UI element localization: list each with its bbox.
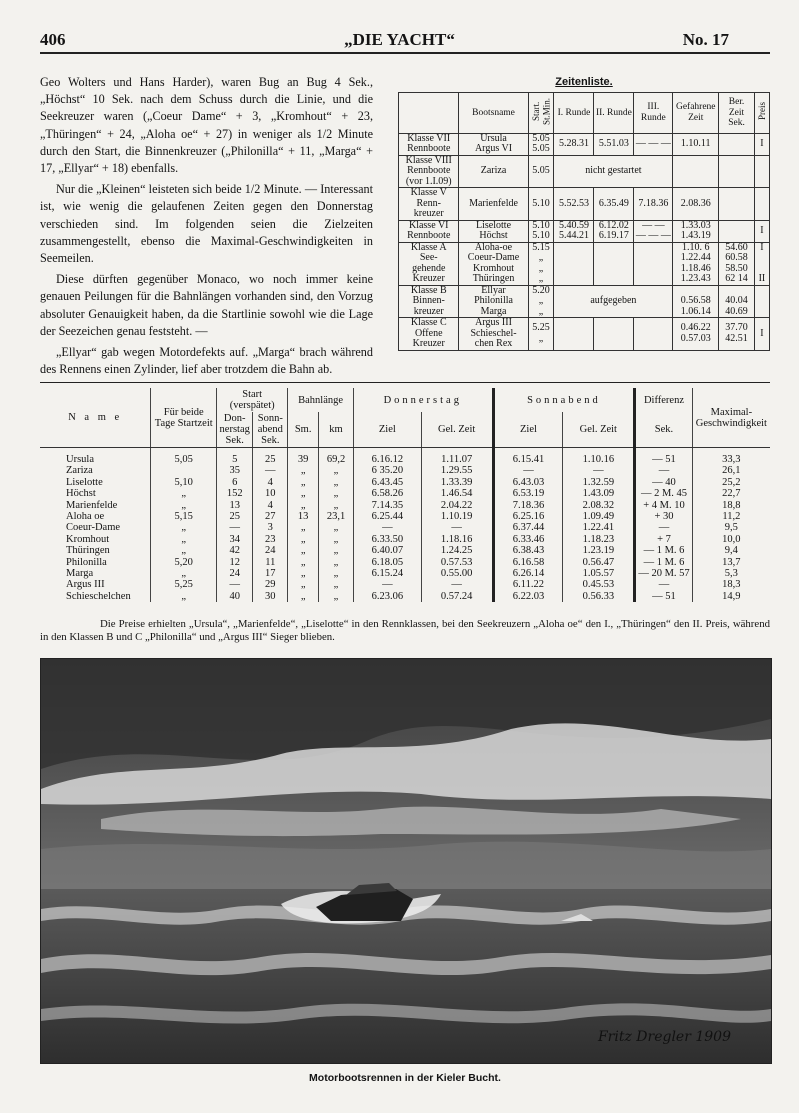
table-cell: — (217, 579, 253, 590)
zeitenliste-cell: 40.04 40.69 (719, 285, 755, 318)
zeitenliste-cell: I (754, 133, 769, 155)
zeitenliste-cell: I (754, 220, 769, 242)
zeitenliste-cell: 1.33.03 1.43.19 (673, 220, 719, 242)
table-cell: 23 (253, 534, 288, 545)
table-cell: „ (319, 545, 354, 556)
table-cell: — (353, 522, 421, 533)
table-row (40, 591, 770, 602)
zeitenliste-cell: 2.08.36 (673, 188, 719, 221)
zeitenliste-cell: Argus III Schieschel- chen Rex (459, 318, 528, 351)
table-cell: 11,2 (692, 511, 770, 522)
zeitenliste-cell (754, 188, 769, 221)
table-cell: 1.22.41 (563, 522, 635, 533)
table-cell: „ (288, 557, 319, 568)
zeitenliste-cell: 1.10.11 (673, 133, 719, 155)
table-cell: 6.18.05 (353, 557, 421, 568)
zeitenliste-cell: 54.60 60.58 58.50 62 14 (719, 242, 755, 285)
table-cell: + 30 (635, 511, 692, 522)
zeitenliste-row (399, 155, 770, 188)
zeitenliste-cell (634, 242, 673, 285)
table-cell: 5,3 (692, 568, 770, 579)
table-cell: 6.33.46 (493, 534, 563, 545)
header-donnerstag: Donnerstag (353, 388, 493, 412)
table-cell: 1.10.19 (421, 511, 493, 522)
table-cell: — (253, 465, 288, 476)
boat-name-cell: Marga (66, 568, 94, 580)
table-cell: 6 35.20 (353, 465, 421, 476)
table-cell: 6.53.19 (493, 488, 563, 499)
table-cell: „ (288, 591, 319, 602)
table-cell: — (217, 522, 253, 533)
table-cell: 10,0 (692, 534, 770, 545)
table-cell: 1.09.49 (563, 511, 635, 522)
table-cell: 13,7 (692, 557, 770, 568)
table-cell: — (635, 579, 692, 590)
table-cell: — (563, 465, 635, 476)
prize-note: Die Preise erhielten „Ursula“, „Marienfelde“, „Liselotte“ in den Rennklassen, bei den Seekreuzern „Aloha oe“ den I., „Thüringen“ den II. Preis, während in den Klassen B und C „Philonilla“ und „Argus III“ Sieger blieben. (40, 618, 770, 643)
zeitenliste-cell: 6.35.49 (594, 188, 634, 221)
zeitenliste-cell: 7.18.36 (634, 188, 673, 221)
table-cell: 18,3 (692, 579, 770, 590)
table-cell: 30 (253, 591, 288, 602)
table-cell: „ (319, 534, 354, 545)
table-cell: 27 (253, 511, 288, 522)
sea-painting (41, 659, 771, 1063)
zeitenliste-cell: 5.10 (528, 188, 554, 221)
header-gelzeit-do: Gel. Zeit (421, 412, 493, 448)
table-cell: 2.04.22 (421, 500, 493, 511)
table-cell: + 4 M. 10 (635, 500, 692, 511)
table-cell: „ (319, 522, 354, 533)
table-cell: 6.26.14 (493, 568, 563, 579)
table-cell: 4 (253, 477, 288, 488)
table-cell: „ (151, 500, 217, 511)
table-cell: 35 (217, 465, 253, 476)
table-cell: 5 (217, 448, 253, 466)
table-row (40, 568, 770, 579)
table-cell: 11 (253, 557, 288, 568)
header-startzeit: Für beide Tage Startzeit (151, 388, 217, 448)
table-row (40, 511, 770, 522)
table-cell: „ (288, 579, 319, 590)
table-cell: „ (288, 477, 319, 488)
table-cell: 6.58.26 (353, 488, 421, 499)
zeitenliste-cell: Marienfelde (459, 188, 528, 221)
zeitenliste-cell (719, 188, 755, 221)
table-cell: 42 (217, 545, 253, 556)
table-row (40, 534, 770, 545)
table-cell: 25 (253, 448, 288, 466)
table-cell: 1.18.16 (421, 534, 493, 545)
table-cell: — 1 M. 6 (635, 545, 692, 556)
table-cell: 6.40.07 (353, 545, 421, 556)
boat-name-cell: Kromhout (66, 533, 110, 545)
boat-name-cell: Thüringen (66, 545, 110, 557)
zeitenliste-cell: 0.46.22 0.57.03 (673, 318, 719, 351)
header-cell: Bootsname (459, 93, 528, 134)
table-cell: — (635, 465, 692, 476)
zeitenliste-cell (673, 155, 719, 188)
issue-number: No. 17 (682, 30, 729, 49)
illustration-motorboat-race (40, 658, 772, 1064)
zeitenliste-title: Zeitenliste. (555, 76, 613, 88)
zeitenliste-cell (554, 318, 594, 351)
table-cell: — 51 (635, 591, 692, 602)
table-cell: 26,1 (692, 465, 770, 476)
table-cell: 6.25.44 (353, 511, 421, 522)
zeitenliste-cell: aufgegeben (554, 285, 673, 318)
page-number: 406 (40, 30, 66, 49)
table-cell: „ (319, 500, 354, 511)
table-row (40, 545, 770, 556)
table-cell: — 1 M. 6 (635, 557, 692, 568)
header-sonnabend-sek: Sonn-abend Sek. (253, 412, 288, 448)
header-cell: II. Runde (594, 93, 634, 134)
table-cell: + 7 (635, 534, 692, 545)
table-cell: — (493, 465, 563, 476)
table-cell: 1.11.07 (421, 448, 493, 466)
table-cell: 1.46.54 (421, 488, 493, 499)
zeitenliste-cell: Ursula Argus VI (459, 133, 528, 155)
table-cell: — (421, 579, 493, 590)
article-text (40, 74, 373, 382)
zeitenliste-cell: Ellyar Philonilla Marga (459, 285, 528, 318)
table-cell: 1.24.25 (421, 545, 493, 556)
paragraph: Geo Wolters und Hans Harder), waren Bug an Bug 4 Sek., „Höchst“ 10 Sek. nach dem Schuss durch die Linie, und die Seekreuzer waren („Coeur Dame“ + 3, „Kromhout“ + 23, „Thüringen“ + 24, „Aloha oe“ + 27) in weniger als 1/2 Minute durch den Start, die Binnenkreuzer („Philonilla“ + 11, „Marga“ + 17, „Ellyar“ + 18) ebenfalls. (40, 75, 373, 176)
zeitenliste-cell: 5.10 5.10 (528, 220, 554, 242)
table-cell: 14,9 (692, 591, 770, 602)
table-cell: 1.32.59 (563, 477, 635, 488)
table-cell: 6.16.58 (493, 557, 563, 568)
table-cell: 0.57.53 (421, 557, 493, 568)
table-cell: 5,25 (151, 579, 217, 590)
table-cell: — (353, 579, 421, 590)
header-cell: Preis (754, 93, 769, 134)
table-cell: „ (151, 568, 217, 579)
boat-name-cell: Ursula (66, 454, 94, 465)
header-differenz: Differenz (635, 388, 692, 412)
table-cell: 4 (253, 500, 288, 511)
zeitenliste-cell: 5.25 „ (528, 318, 554, 351)
table-cell: 34 (217, 534, 253, 545)
paragraph: Nur die „Kleinen“ leisteten sich beide 1/2 Minute. — Interessant ist, wie wenig die gelaufenen Zeiten gegen den Donnerstag verschieden sind. Im folgenden seien die Zielzeiten zusammengestellt, ebenso die Maximal-Geschwindigkeiten in Seemeilen. (40, 182, 373, 266)
table-cell: 25,2 (692, 477, 770, 488)
zeitenliste-cell (634, 318, 673, 351)
table-cell: 0.55.00 (421, 568, 493, 579)
table-cell: „ (319, 477, 354, 488)
artist-signature: Fritz Dregler 1909 (597, 1029, 731, 1045)
header-bahnlaenge: Bahnlänge (288, 388, 354, 412)
table-cell: „ (151, 591, 217, 602)
zeitenliste-cell (754, 285, 769, 318)
table-cell: 5,20 (151, 557, 217, 568)
table-cell: 17 (253, 568, 288, 579)
zeitenliste-cell: Klasse B Binnen- kreuzer (399, 285, 459, 318)
figure-caption: Motorbootsrennen in der Kieler Bucht. (309, 1072, 501, 1084)
paragraph: „Ellyar“ gab wegen Motordefekts auf. „Marga“ brach während des Rennens einen Zylinder, lief aber trotzdem die Bahn ab. (40, 345, 373, 377)
table-cell: — 51 (635, 448, 692, 466)
table-cell: 6.37.44 (493, 522, 563, 533)
table-cell: 24 (217, 568, 253, 579)
table-cell: 6.25.16 (493, 511, 563, 522)
zeitenliste-cell: 5.51.03 (594, 133, 634, 155)
table-cell: „ (288, 568, 319, 579)
table-cell: 3 (253, 522, 288, 533)
header-name: N a m e (40, 388, 151, 448)
boat-name-cell: Philonilla (66, 556, 107, 568)
zeitenliste-cell: Klasse A See- gehende Kreuzer (399, 242, 459, 285)
zeitenliste-cell (594, 242, 634, 285)
table-cell: 2.08.32 (563, 500, 635, 511)
zeitenliste-cell: Klasse C Offene Kreuzer (399, 318, 459, 351)
zeitenliste-cell: 6.12.02 6.19.17 (594, 220, 634, 242)
table-cell: 6.43.45 (353, 477, 421, 488)
table-cell: 0.56.47 (563, 557, 635, 568)
table-cell: 1.43.09 (563, 488, 635, 499)
table-cell: „ (288, 500, 319, 511)
table-cell: 5,15 (151, 511, 217, 522)
table-cell: 13 (217, 500, 253, 511)
zeitenliste-cell: — — — — — (635, 219, 671, 241)
table-cell: 40 (217, 591, 253, 602)
table-row (40, 500, 770, 511)
zeitenliste-cell: 1.10. 6 1.22.44 1.18.46 1.23.43 (673, 242, 719, 285)
table-cell: „ (319, 557, 354, 568)
zeitenliste-cell: — — — (634, 133, 673, 155)
zeitenliste-cell (594, 318, 634, 351)
table-row (40, 522, 770, 533)
table-row (40, 579, 770, 590)
table-cell: 6.22.03 (493, 591, 563, 602)
header-cell (399, 93, 459, 134)
header-donnerstag-sek: Don-nerstag Sek. (217, 412, 253, 448)
table-cell: 6 (217, 477, 253, 488)
table-cell: 22,7 (692, 488, 770, 499)
table-cell: „ (151, 522, 217, 533)
zeitenliste-header-row (399, 93, 770, 134)
table-cell: 12 (217, 557, 253, 568)
table-cell: 6.11.22 (493, 579, 563, 590)
table-cell: 6.43.03 (493, 477, 563, 488)
boat-name-cell: Zariza (66, 465, 93, 477)
table-cell: „ (319, 488, 354, 499)
header-ziel-do: Ziel (353, 412, 421, 448)
zeitenliste-cell (719, 220, 755, 242)
zeitenliste-cell: Klasse VII Rennboote (399, 133, 459, 155)
table-cell: 6.15.41 (493, 448, 563, 466)
header-cell: Start. St.Min. (528, 93, 554, 134)
boat-name-cell: Liselotte (66, 476, 103, 488)
header-cell: Gefahrene Zeit (673, 93, 719, 134)
table-cell: 9,5 (692, 522, 770, 533)
zeitenliste-cell: 5.05 5.05 (528, 133, 554, 155)
zeitenliste-cell (719, 133, 755, 155)
header-km: km (319, 412, 354, 448)
boat-name-cell: Schieschelchen (66, 590, 131, 602)
boat-name-cell: Marienfelde (66, 499, 118, 511)
zeitenliste-cell: Zariza (459, 155, 528, 188)
table-cell: „ (288, 545, 319, 556)
table-cell: — 20 M. 57 (635, 568, 692, 579)
table-row (40, 448, 770, 466)
boat-name-cell: Höchst (66, 488, 96, 500)
table-row (40, 557, 770, 568)
table-cell: 1.29.55 (421, 465, 493, 476)
table-cell: „ (288, 465, 319, 476)
table-row (40, 477, 770, 488)
header-rule (40, 52, 770, 54)
table-cell: „ (151, 534, 217, 545)
zeitenliste-cell: 0.56.58 1.06.14 (673, 285, 719, 318)
zeitenliste-cell: Klasse V Renn- kreuzer (399, 188, 459, 221)
table-cell: 1.05.57 (563, 568, 635, 579)
table-cell: 13 (288, 511, 319, 522)
table-cell: — (421, 522, 493, 533)
header-cell: Ber. Zeit Sek. (719, 93, 755, 134)
zeitenliste-cell: 5.05 (528, 155, 554, 188)
table-cell: 0.57.24 (421, 591, 493, 602)
table-cell: 6.16.12 (353, 448, 421, 466)
header-sm: Sm. (288, 412, 319, 448)
table-cell: — 2 M. 45 (635, 488, 692, 499)
boat-name-cell: Coeur-Dame (66, 522, 121, 534)
zeitenliste-row (399, 242, 770, 285)
zeitenliste-cell: 5.28.31 (554, 133, 594, 155)
table-cell: „ (319, 465, 354, 476)
journal-title: „DIE YACHT“ (344, 30, 455, 49)
table-cell: 1.33.39 (421, 477, 493, 488)
zeitenliste-cell: 5.15 „ „ „ (528, 242, 554, 285)
zeitenliste-cell (754, 155, 769, 188)
table-cell: 10 (253, 488, 288, 499)
zeitenliste-cell: Klasse VI Rennboote (399, 220, 459, 242)
table-cell: 6.23.06 (353, 591, 421, 602)
table-cell: 7.18.36 (493, 500, 563, 511)
zeitenliste-cell: Liselotte Höchst (459, 220, 528, 242)
table-cell: 1.18.23 (563, 534, 635, 545)
header-start: Start (verspätet) (217, 388, 288, 412)
table-cell: 39 (288, 448, 319, 466)
table-cell: 0.56.33 (563, 591, 635, 602)
table-cell: 69,2 (319, 448, 354, 466)
table-cell: 33,3 (692, 448, 770, 466)
zeitenliste-cell: 5.52.53 (554, 188, 594, 221)
table-cell: 1.10.16 (563, 448, 635, 466)
table-cell: 23,1 (319, 511, 354, 522)
table-cell: „ (288, 488, 319, 499)
zeitenliste-row (399, 285, 770, 318)
table-cell: 5,05 (151, 448, 217, 466)
header-ziel-so: Ziel (493, 412, 563, 448)
zeitenliste-cell (719, 155, 755, 188)
header-gelzeit-so: Gel. Zeit (563, 412, 635, 448)
table-cell: „ (319, 591, 354, 602)
zeitenliste-cell: I (754, 318, 769, 351)
header-sek: Sek. (635, 412, 692, 448)
boat-name-cell: Argus III (66, 579, 105, 591)
zeitenliste-table (398, 92, 770, 351)
table-cell: 6.33.50 (353, 534, 421, 545)
table-cell: „ (288, 534, 319, 545)
table-cell: 24 (253, 545, 288, 556)
zeitenliste-cell (554, 242, 594, 285)
zeitenliste-row (399, 220, 770, 242)
table-cell: 152 (217, 488, 253, 499)
zeitenliste-row (399, 133, 770, 155)
table-cell: „ (319, 579, 354, 590)
table-cell: 5,10 (151, 477, 217, 488)
table-cell: 9,4 (692, 545, 770, 556)
table-cell: 29 (253, 579, 288, 590)
table-cell (151, 465, 217, 476)
zeitenliste-cell: 37.70 42.51 (719, 318, 755, 351)
zeitenliste-cell: Aloha-oe Coeur-Dame Kromhout Thüringen (459, 242, 528, 285)
table-row (40, 488, 770, 499)
table-rule (40, 382, 770, 383)
table-cell: 7.14.35 (353, 500, 421, 511)
boat-name-cell: Aloha oe (66, 511, 105, 523)
zeitenliste-row (399, 188, 770, 221)
results-table (40, 388, 770, 602)
table-cell: „ (288, 522, 319, 533)
table-cell: 18,8 (692, 500, 770, 511)
table-row (40, 465, 770, 476)
zeitenliste-cell: 5.20 „ „ (528, 285, 554, 318)
zeitenliste-cell: 5.40.59 5.44.21 (554, 220, 594, 242)
table-cell: 1.23.19 (563, 545, 635, 556)
header-sonnabend: Sonnabend (493, 388, 635, 412)
header-maximal: Maximal-Geschwindigkeit (692, 388, 770, 448)
paragraph: Diese dürften gegenüber Monaco, wo noch immer keine genauen Peilungen für die Bahnlängen vorhanden sind, den Vorzug absoluter Genauigkeit haben, da die Startlinie sowohl wie die Lage der Seezeichen genau feststeht. — (40, 272, 373, 338)
zeitenliste-row (399, 318, 770, 351)
table-cell: 25 (217, 511, 253, 522)
table-cell: 6.38.43 (493, 545, 563, 556)
header-cell: I. Runde (554, 93, 594, 134)
zeitenliste-cell: Klasse VIII Rennboote (vor 1.I.09) (399, 155, 459, 188)
table-cell: — 40 (635, 477, 692, 488)
table-cell: 0.45.53 (563, 579, 635, 590)
table-cell: „ (151, 545, 217, 556)
table-cell: „ (319, 568, 354, 579)
zeitenliste-cell: nicht gestartet (554, 155, 673, 188)
zeitenliste-cell: I II (754, 242, 769, 285)
table-cell: — (635, 522, 692, 533)
table-cell: „ (151, 488, 217, 499)
header-cell: III. Runde (634, 93, 673, 134)
table-cell: 6.15.24 (353, 568, 421, 579)
